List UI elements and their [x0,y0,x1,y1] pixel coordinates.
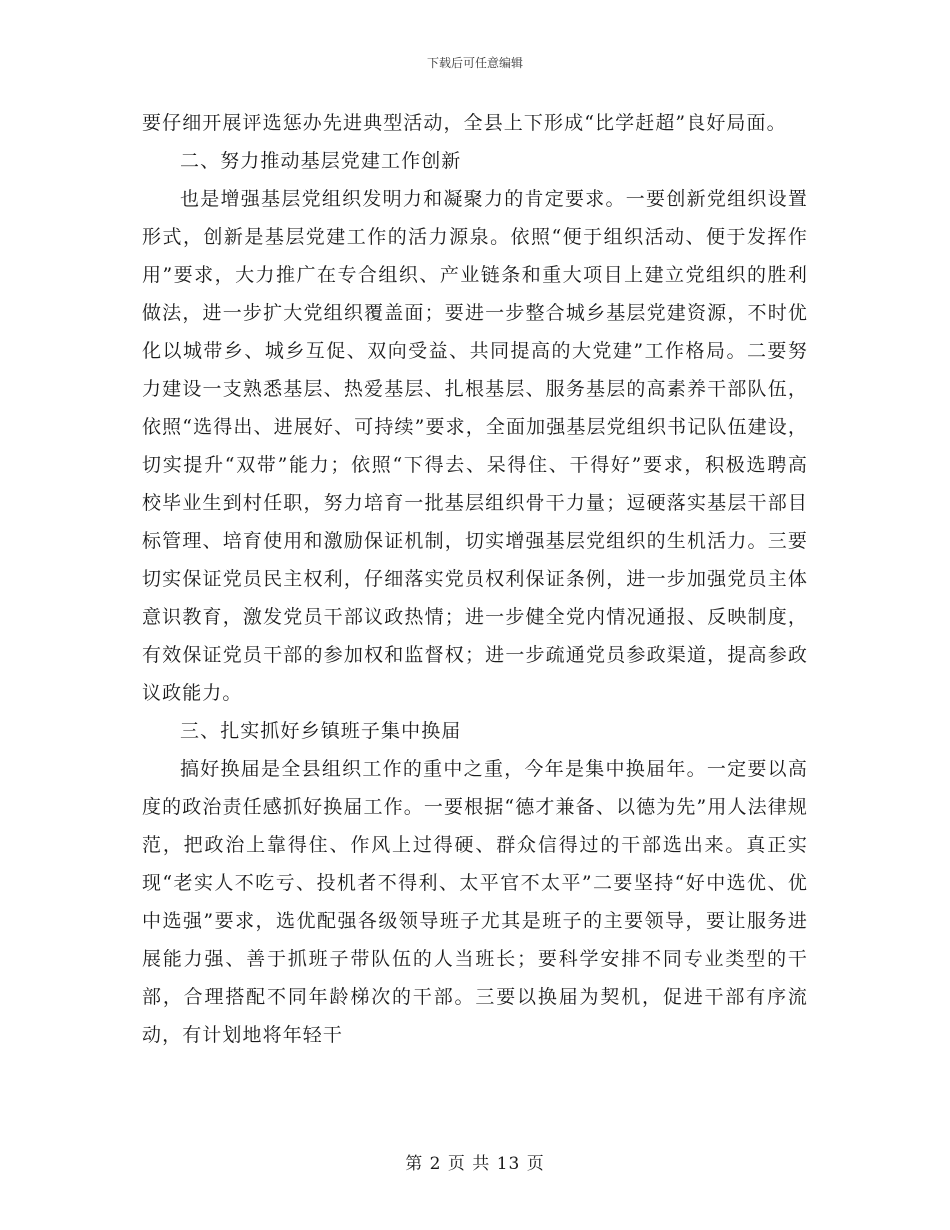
paragraph-election: 搞好换届是全县组织工作的重中之重，今年是集中换届年。一定要以高度的政治责任感抓好换届工作。一要根据“德才兼备、以德为先”用人法律规范，把政治上靠得住、作风上过得硬、群众信得过的干部选出来。真正实现“老实人不吃亏、投机者不得利、太平官不太平”二要坚持“好中选优、优中选强”要求，选优配强各级领导班子尤其是班子的主要领导，要让服务进展能力强、善于抓班子带队伍的人当班长；要科学安排不同专业类型的干部，合理搭配不同年龄梯次的干部。三要以换届为契机，促进干部有序流动，有计划地将年轻干 [142,758,808,1046]
document-body [142,104,808,1054]
section-heading-2: 二、努力推动基层党建工作创新 [180,150,462,172]
section-heading-3: 三、扎实抓好乡镇班子集中换届 [180,720,462,742]
page-number: 第 2 页 共 13 页 [405,1154,545,1174]
paragraph-continuation: 要仔细开展评选惩办先进典型活动，全县上下形成“比学赶超”良好局面。 [142,112,787,134]
page-header: 下载后可任意编辑 [426,56,523,70]
paragraph-party-building: 也是增强基层党组织发明力和凝聚力的肯定要求。一要创新党组织设置形式，创新是基层党建工作的活力源泉。依照“便于组织活动、便于发挥作用”要求，大力推广在专合组织、产业链条和重大项目上建立党组织的胜利做法，进一步扩大党组织覆盖面；要进一步整合城乡基层党建资源，不时优化以城带乡、城乡互促、双向受益、共同提高的大党建”工作格局。二要努力建设一支熟悉基层、热爱基层、扎根基层、服务基层的高素养干部队伍，依照“选得出、进展好、可持续”要求，全面加强基层党组织书记队伍建设，切实提升“双带”能力；依照“下得去、呆得住、干得好”要求，积极选聘高校毕业生到村任职，努力培育一批基层组织骨干力量；逗硬落实基层干部目标管理、培育使用和激励保证机制，切实增强基层党组织的生机活力。三要切实保证党员民主权利，仔细落实党员权利保证条例，进一步加强党员主体意识教育，激发党员干部议政热情；进一步健全党内情况通报、反映制度，有效保证党员干部的参加权和监督权；进一步疏通党员参政渠道，提高参政议政能力。 [142,188,808,704]
